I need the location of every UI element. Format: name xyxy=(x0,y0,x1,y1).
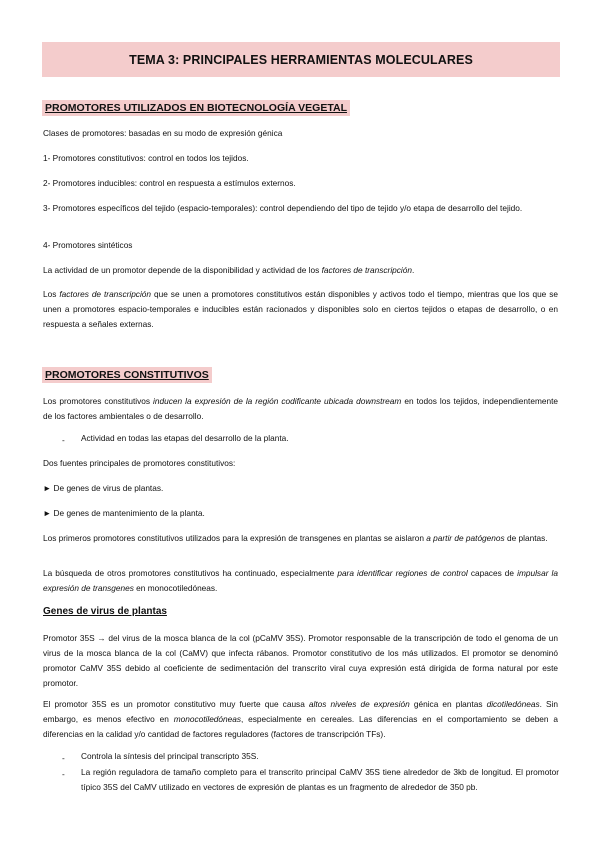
arrow-icon: ► xyxy=(43,483,52,493)
activity-bullet: Actividad en todas las etapas del desarrollo de la planta. xyxy=(81,433,289,443)
paragraph-search: La búsqueda de otros promotores constitutivos ha continuado, especialmente para identificar regiones de control capaces de impulsar la expresión de transgenes en monocotiledóneas. xyxy=(43,568,558,593)
controls-35s-bullet: Controla la síntesis del principal transcripto 35S. xyxy=(81,751,259,761)
page-title: TEMA 3: PRINCIPALES HERRAMIENTAS MOLECULARES xyxy=(129,52,473,67)
promoter-class-1: 1- Promotores constitutivos: control en todos los tejidos. xyxy=(43,153,249,163)
regulatory-region-bullet: La región reguladora de tamaño completo para el transcrito principal CaMV 35S tiene alrededor de 3kb de longitud. El promotor típico 35S del CaMV utilizado en vectores de expresión de plantas es un fragmento de alrededor de 350 pb. xyxy=(81,767,559,792)
intro-text: Clases de promotores: basadas en su modo de expresión génica xyxy=(43,128,283,138)
title-banner xyxy=(42,42,560,77)
two-sources-intro: Dos fuentes principales de promotores constitutivos: xyxy=(43,458,236,468)
arrow-icon: ► xyxy=(43,508,52,518)
dash-marker: - xyxy=(62,435,65,445)
source-virus: ► De genes de virus de plantas. xyxy=(43,483,164,493)
subheading-plant-virus: Genes de virus de plantas xyxy=(43,606,167,617)
dash-marker: - xyxy=(62,769,65,779)
promoter-class-3: 3- Promotores específicos del tejido (espacio-temporales): control dependiendo del tipo de tejido y/o etapa de desarrollo del tejido. xyxy=(43,203,523,213)
section-heading-constitutive: PROMOTORES CONSTITUTIVOS xyxy=(42,367,212,383)
paragraph-constitutive-def: Los promotores constitutivos inducen la expresión de la región codificante ubicada downstream en todos los tejidos, independientemente de los factores ambientales o de desarrollo. xyxy=(43,396,559,421)
promoter-class-4: 4- Promotores sintéticos xyxy=(43,240,133,250)
paragraph-35s: Promotor 35S → del virus de la mosca blanca de la col (pCaMV 35S). Promotor responsable de la transcripción de todo el genoma de un virus de la mosca blanca de la col (CaMV) que infecta rábanos. Promotor constitutivo de los más utilizados. El promotor se denominó promotor CaMV 35S debido al coeficiente de sedimentación del transcrito viral cuya expresión está dirigida de forma natural por este promotor. xyxy=(43,633,558,688)
source-maintenance: ► De genes de mantenimiento de la planta. xyxy=(43,508,205,518)
dash-marker: - xyxy=(62,753,65,763)
paragraph-activity: La actividad de un promotor depende de la disponibilidad y actividad de los factores de transcripción. xyxy=(43,265,415,275)
paragraph-first-promoters: Los primeros promotores constitutivos utilizados para la expresión de transgenes en plantas se aislaron a partir de patógenos de plantas. xyxy=(43,533,548,543)
paragraph-transcription-factors: Los factores de transcripción que se unen a promotores constitutivos están disponibles y activos todo el tiempo, mientras que los que se unen a promotores espacio-temporales e inducibles están racionados y disponibles solo en ciertos tejidos o etapas de desarrollo, o en respuesta a señales externas. xyxy=(43,289,559,329)
paragraph-35s-strong: El promotor 35S es un promotor constitutivo muy fuerte que causa altos niveles de expresión génica en plantas dicotiledóneas. Sin embargo, es menos efectivo en monocotiledóneas, especialmente en cereales. Las diferencias en el comportamiento se deben a diferencias en la calidad y/o cantidad de factores reguladores (factores de transcripción TFs). xyxy=(43,699,559,739)
promoter-class-2: 2- Promotores inducibles: control en respuesta a estímulos externos. xyxy=(43,178,296,188)
section-heading-biotech: PROMOTORES UTILIZADOS EN BIOTECNOLOGÍA VEGETAL xyxy=(42,100,350,116)
